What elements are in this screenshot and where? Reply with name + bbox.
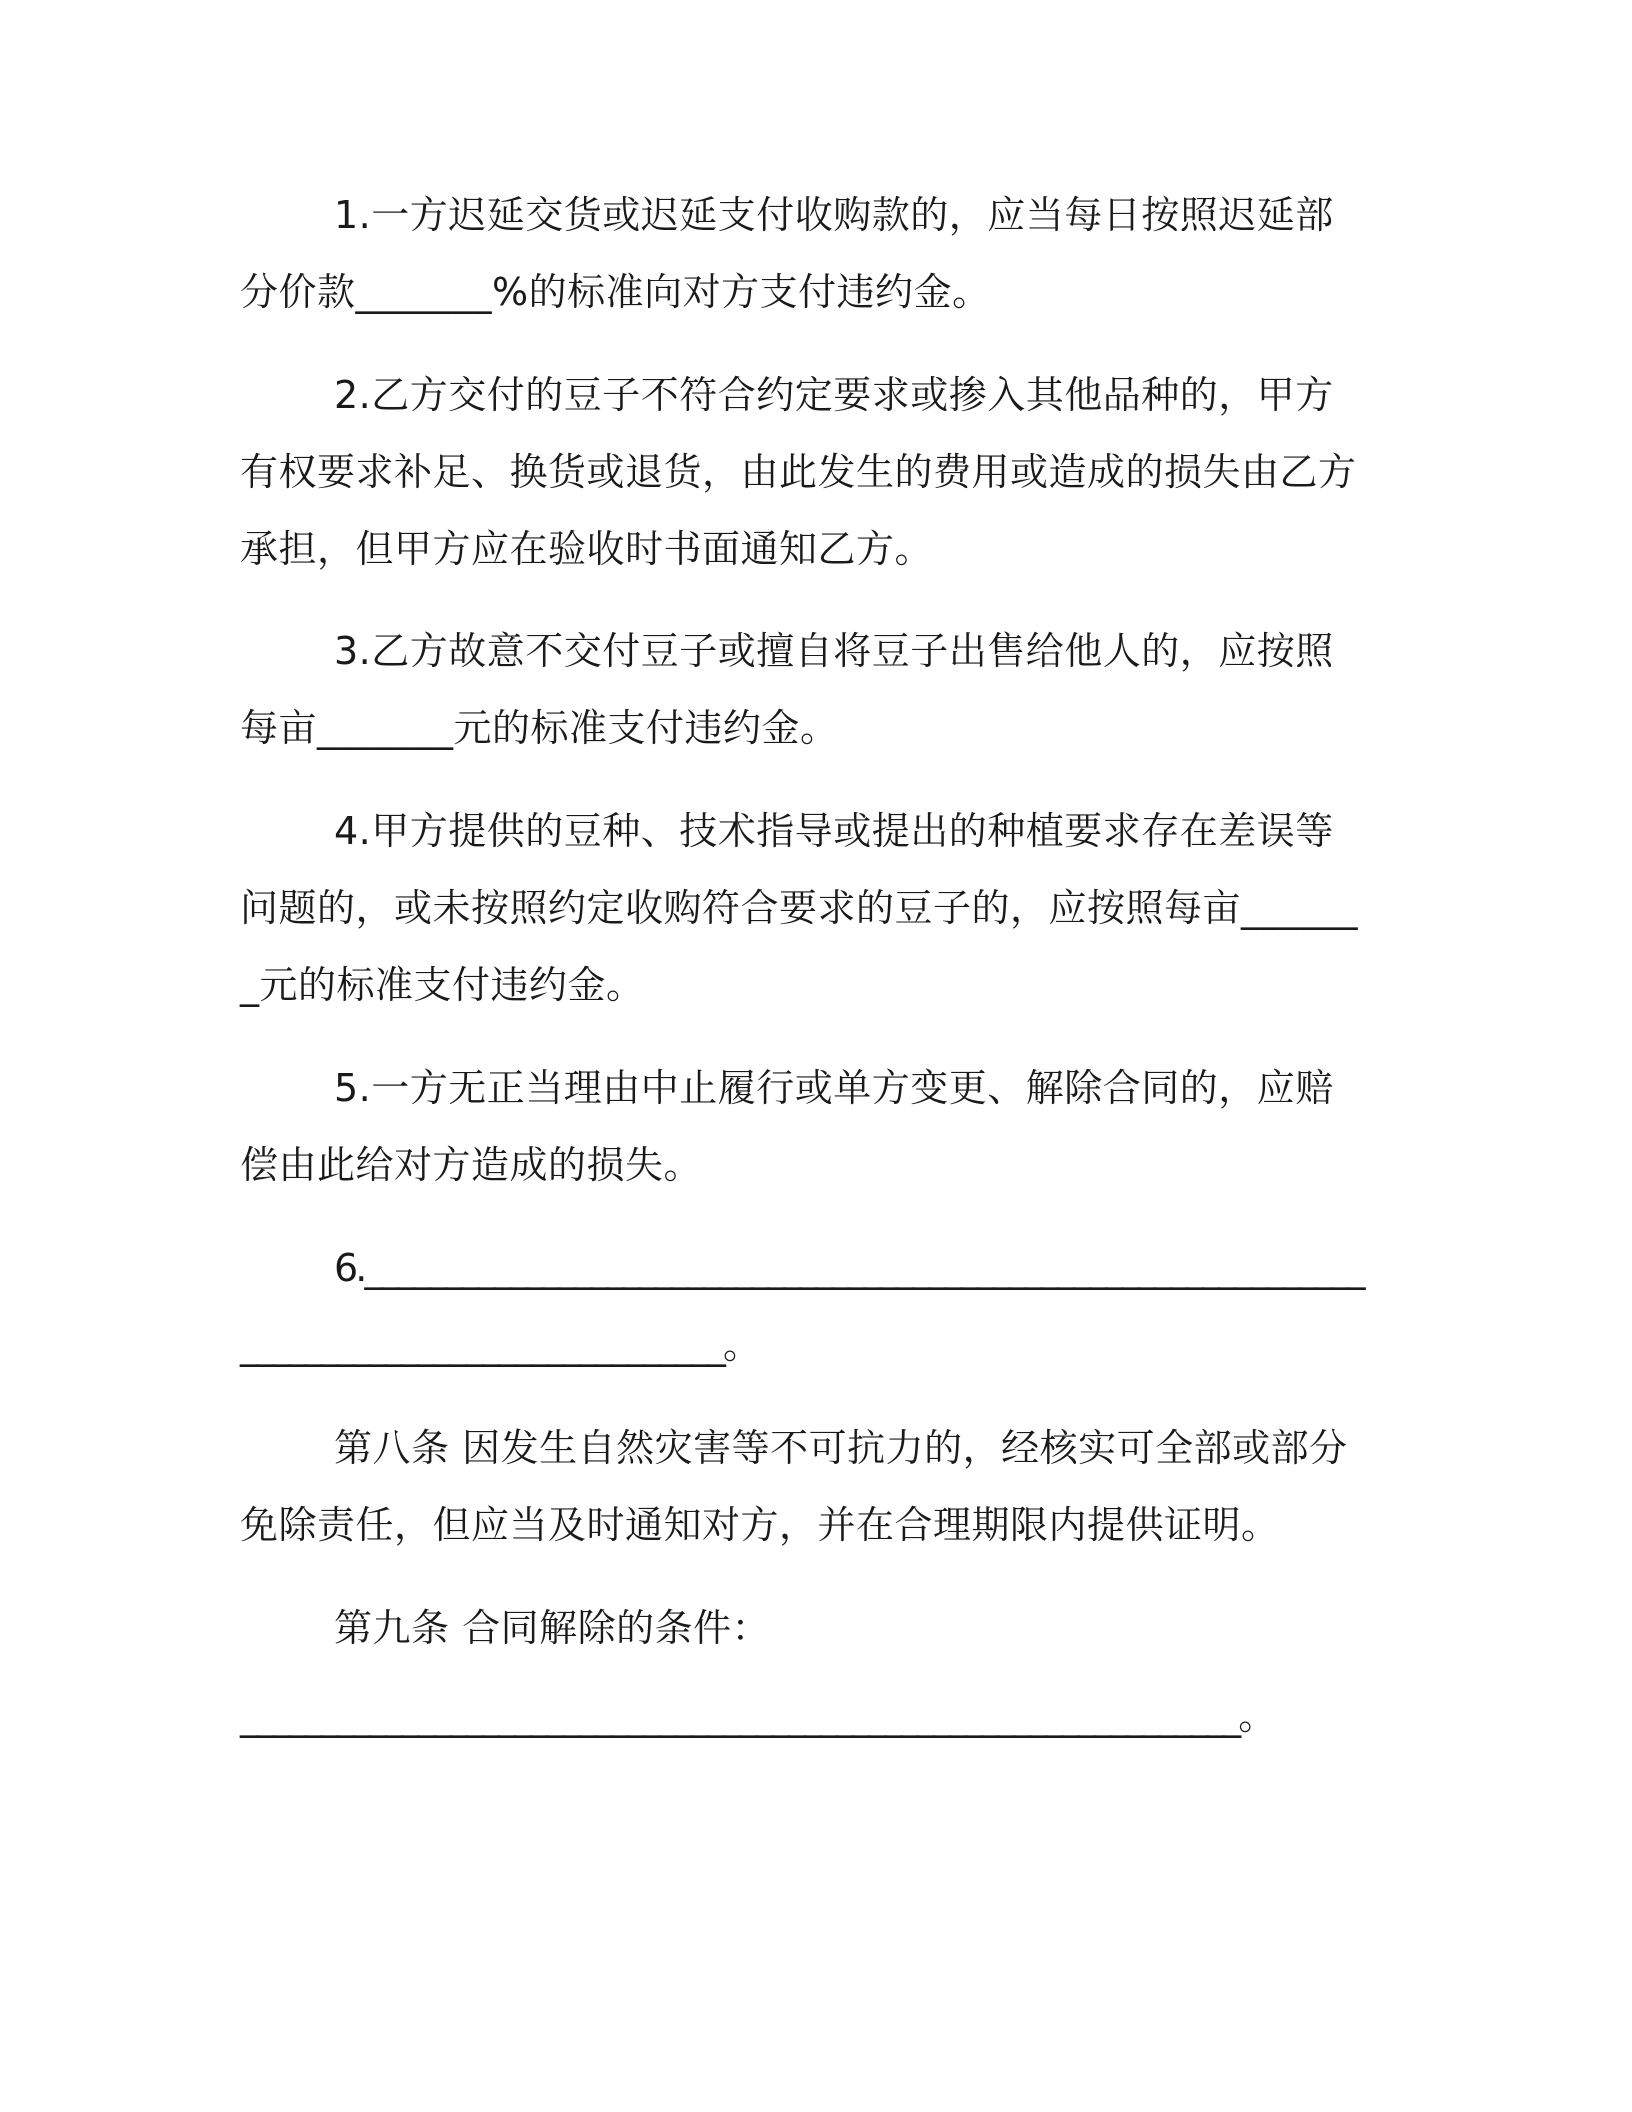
clause-4: 4.甲方提供的豆种、技术指导或提出的种植要求存在差误等问题的，或未按照约定收购符合要求的豆子的，应按照每亩_______元的标准支付违约金。 [240,809,1359,1007]
clause-1: 1.一方迟延交货或迟延支付收购款的，应当每日按照迟延部分价款_______%的标准向对方支付违约金。 [240,193,1334,314]
article-8: 第八条 因发生自然灾害等不可抗力的，经核实可全部或部分免除责任，但应当及时通知对方，并在合理期限内提供证明。 [240,1426,1348,1547]
clause-6: 6.____________________________________________________________________________________________。 [240,1246,1363,1367]
article-9-blank: ______________________________________________________________。 [240,1694,1274,1738]
clause-2: 2.乙方交付的豆子不符合约定要求或掺入其他品种的，甲方有权要求补足、换货或退货，由此发生的费用或造成的损失由乙方承担，但甲方应在验收时书面通知乙方。 [240,373,1357,571]
clause-5: 5.一方无正当理由中止履行或单方变更、解除合同的，应赔偿由此给对方造成的损失。 [240,1066,1334,1187]
clause-3: 3.乙方故意不交付豆子或擅自将豆子出售给他人的，应按照每亩_______元的标准支付违约金。 [240,629,1334,750]
article-9: 第九条 合同解除的条件： [334,1606,771,1650]
